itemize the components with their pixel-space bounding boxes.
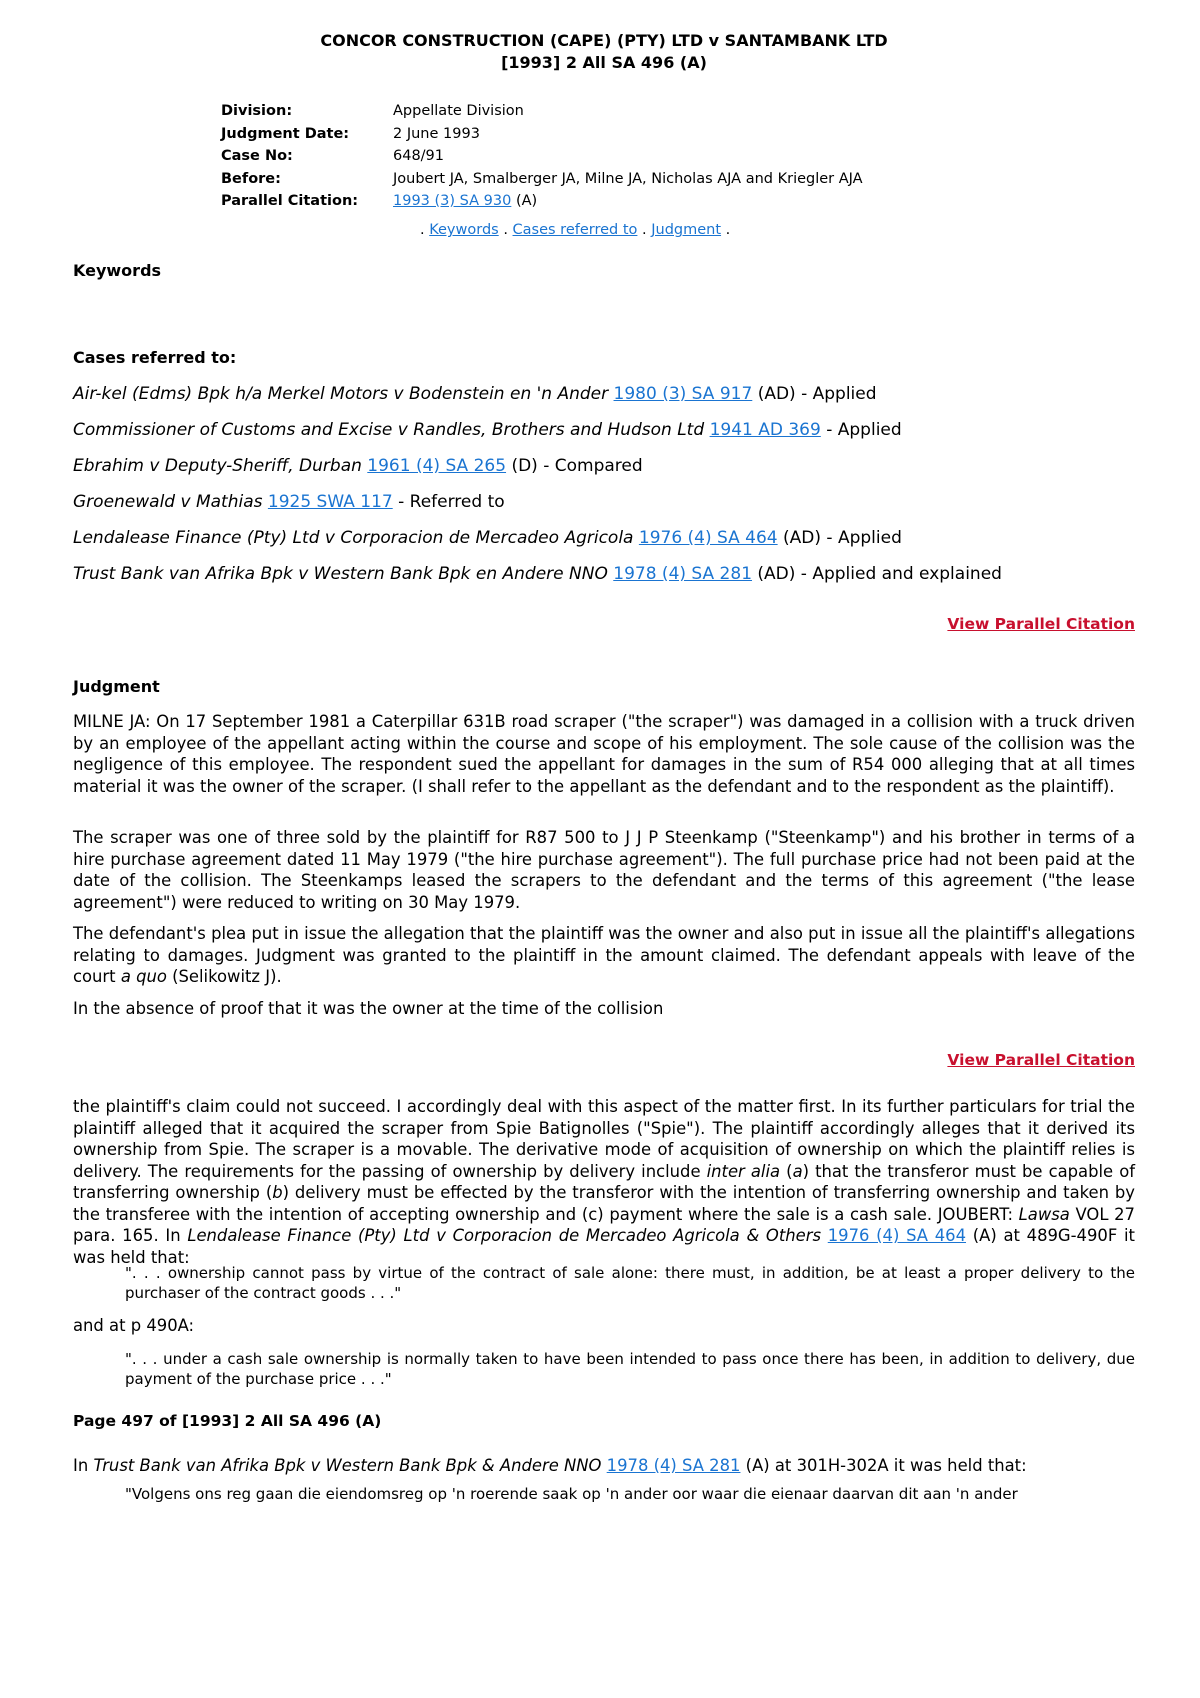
block-quote: ". . . ownership cannot pass by virtue of the contract of sale alone: there must, in addition, be at least a proper delivery to the purchaser of the contract goods . . ." [125,1264,1135,1302]
nav-judgment-link[interactable]: Judgment [651,222,722,238]
view-parallel-citation-link[interactable]: View Parallel Citation [947,1051,1135,1069]
text-run: ( [786,1161,793,1181]
text-run: In [73,1456,89,1475]
case-treatment: (AD) - Applied and explained [757,564,1002,584]
text-run-italic: Trust Bank van Afrika Bpk v Western Bank Bpk & Andere NNO [93,1456,602,1475]
case-citation-link[interactable]: 1925 SWA 117 [267,492,393,512]
nav-separator: . [420,222,425,238]
text-run-italic: b [272,1183,283,1202]
judgment-paragraph: The scraper was one of three sold by the plaintiff for R87 500 to J J P Steenkamp ("Steenkamp") and his brother in terms of a hire purchase agreement dated 11 May 1979 ("the hire purchase agreement"). The full purchase price had not been paid at the date of the collision. The Steenkamps leased the scrapers to the defendant and the terms of this agreement ("the lease agreement") were reduced to writing on 30 May 1979. [73,828,1135,912]
meta-value: Joubert JA, Smalberger JA, Milne JA, Nicholas AJA and Kriegler AJA [393,170,863,187]
case-treatment: (AD) - Applied [783,528,902,548]
text-run-italic: a [792,1161,803,1181]
case-name: Lendalease Finance (Pty) Ltd v Corporacion de Mercadeo Agricola [73,528,634,548]
case-treatment: (D) - Compared [511,456,643,476]
case-name: Ebrahim v Deputy-Sheriff, Durban [73,456,362,476]
meta-label: Case No: [221,148,293,164]
case-entry [73,492,505,512]
text-run-italic: Lawsa [1018,1204,1070,1224]
case-name: Trust Bank van Afrika Bpk v Western Bank Bpk en Andere NNO [73,564,608,584]
case-name: Air-kel (Edms) Bpk h/a Merkel Motors v Bodenstein en 'n Ander [73,384,609,404]
meta-label: Before: [221,170,281,187]
judgment-paragraph: and at p 490A: [73,1316,195,1335]
document-page [73,30,1135,1503]
case-citation-link[interactable]: 1976 (4) SA 464 [638,528,778,548]
case-citation-link[interactable]: 1980 (3) SA 917 [613,384,753,404]
text-run: (A) at 489G-490F it was held that: [73,1226,1135,1267]
meta-parallel [221,190,863,213]
judgment-paragraph: MILNE JA: On 17 September 1981 a Caterpillar 631B road scraper ("the scraper") was damaged in a collision with a truck driven by an employee of the appellant acting within the course and scope of his employment. The sole cause of the collision was the negligence of this employee. The respondent sued the appellant for damages in the sum of R54 000 alleging that at all times material it was the owner of the scraper. (I shall refer to the appellant as the defendant and to the respondent as the plaintiff). [73,712,1135,796]
case-citation-link[interactable]: 1978 (4) SA 281 [606,1456,741,1475]
case-citation-link[interactable]: 1978 (4) SA 281 [613,564,753,584]
meta-before [221,168,863,191]
case-metadata [221,100,863,213]
meta-label: Division: [221,103,293,119]
page-marker: Page 497 of [1993] 2 All SA 496 (A) [73,1412,382,1430]
case-name: Groenewald v Mathias [73,492,263,512]
keywords-heading: Keywords [73,261,162,280]
case-treatment: - Referred to [398,492,505,512]
meta-value: (A) [515,193,538,209]
judgment-paragraph [73,923,1135,988]
text-run: ) that the transferor must be capable of transferring ownership ( [73,1161,1135,1202]
case-entry [73,420,902,440]
block-quote: ". . . under a cash sale ownership is normally taken to have been intended to pass once there has been, in addition to delivery, due payment of the purchase price . . ." [125,1350,1135,1388]
judgment-paragraph [73,1096,1135,1268]
case-title: CONCOR CONSTRUCTION (CAPE) (PTY) LTD v SANTAMBANK LTD [320,31,888,50]
text-run: (Selikowitz J). [172,967,282,986]
text-run: (A) at 301H-302A it was held that: [745,1456,1027,1475]
case-entry [73,528,902,548]
meta-caseno [221,145,863,168]
text-run: VOL 27 para. 165. In [73,1204,1135,1245]
nav-separator: . [642,222,647,238]
text-run: The defendant's plea put in issue the allegation that the plaintiff was the owner and also put in issue all the plaintiff's allegations relating to damages. Judgment was granted to the plaintiff in the amount claimed. The defendant appeals with leave of the court [73,924,1135,986]
text-run-italic: Lendalease Finance (Pty) Ltd v Corporacion de Mercadeo Agricola & Others [187,1226,822,1245]
view-parallel-citation-link[interactable]: View Parallel Citation [947,615,1135,633]
case-citation: [1993] 2 All SA 496 (A) [501,53,707,72]
text-run: ) delivery must be effected by the transferor with the intention of transferring ownership and taken by the transferee with the intention of accepting ownership and (c) payment where the sale is a cash sale. JOUBERT: [73,1183,1135,1224]
text-run: the plaintiff's claim could not succeed. I accordingly deal with this aspect of the matter first. In its further particulars for trial the plaintiff alleged that it acquired the scraper from Spie Batignolles ("Spie"). The plaintiff accordingly alleges that it derived its ownership from Spie. The scraper is a movable. The derivative mode of acquisition of ownership on which the plaintiff relies is delivery. The requirements for the passing of ownership by delivery include [73,1097,1135,1181]
case-name: Commissioner of Customs and Excise v Randles, Brothers and Hudson Ltd [73,420,705,440]
block-quote: "Volgens ons reg gaan die eiendomsreg op 'n roerende saak op 'n ander oor waar die eienaar daarvan dit aan 'n ander [125,1485,1018,1503]
case-entry [73,564,1002,584]
judgment-heading: Judgment [73,677,160,696]
nav-separator: . [725,222,731,238]
case-entry [73,384,877,404]
nav-keywords-link[interactable]: Keywords [429,222,499,238]
case-citation-link[interactable]: 1941 AD 369 [709,420,821,440]
meta-date [221,123,863,146]
case-treatment: (AD) - Applied [757,384,877,404]
meta-value: Appellate Division [393,103,524,119]
parallel-citation-link[interactable]: 1993 (3) SA 930 [393,193,512,209]
nav-separator: . [503,222,508,238]
nav-cases-link[interactable]: Cases referred to [512,222,638,238]
case-citation-link[interactable]: 1976 (4) SA 464 [827,1226,967,1245]
case-entry [73,456,643,476]
judgment-paragraph: In the absence of proof that it was the owner at the time of the collision [73,999,664,1018]
case-treatment: - Applied [826,420,902,440]
meta-label: Parallel Citation: [221,193,359,209]
case-citation-link[interactable]: 1961 (4) SA 265 [367,456,507,476]
judgment-paragraph [73,1455,1135,1477]
section-nav [420,222,730,238]
meta-label: Judgment Date: [221,125,350,142]
meta-value: 648/91 [393,148,445,164]
cases-heading: Cases referred to: [73,348,237,367]
meta-division [221,100,863,123]
meta-value: 2 June 1993 [393,125,480,142]
text-run-italic: a quo [120,967,167,986]
text-run-italic: inter alia [706,1161,781,1181]
